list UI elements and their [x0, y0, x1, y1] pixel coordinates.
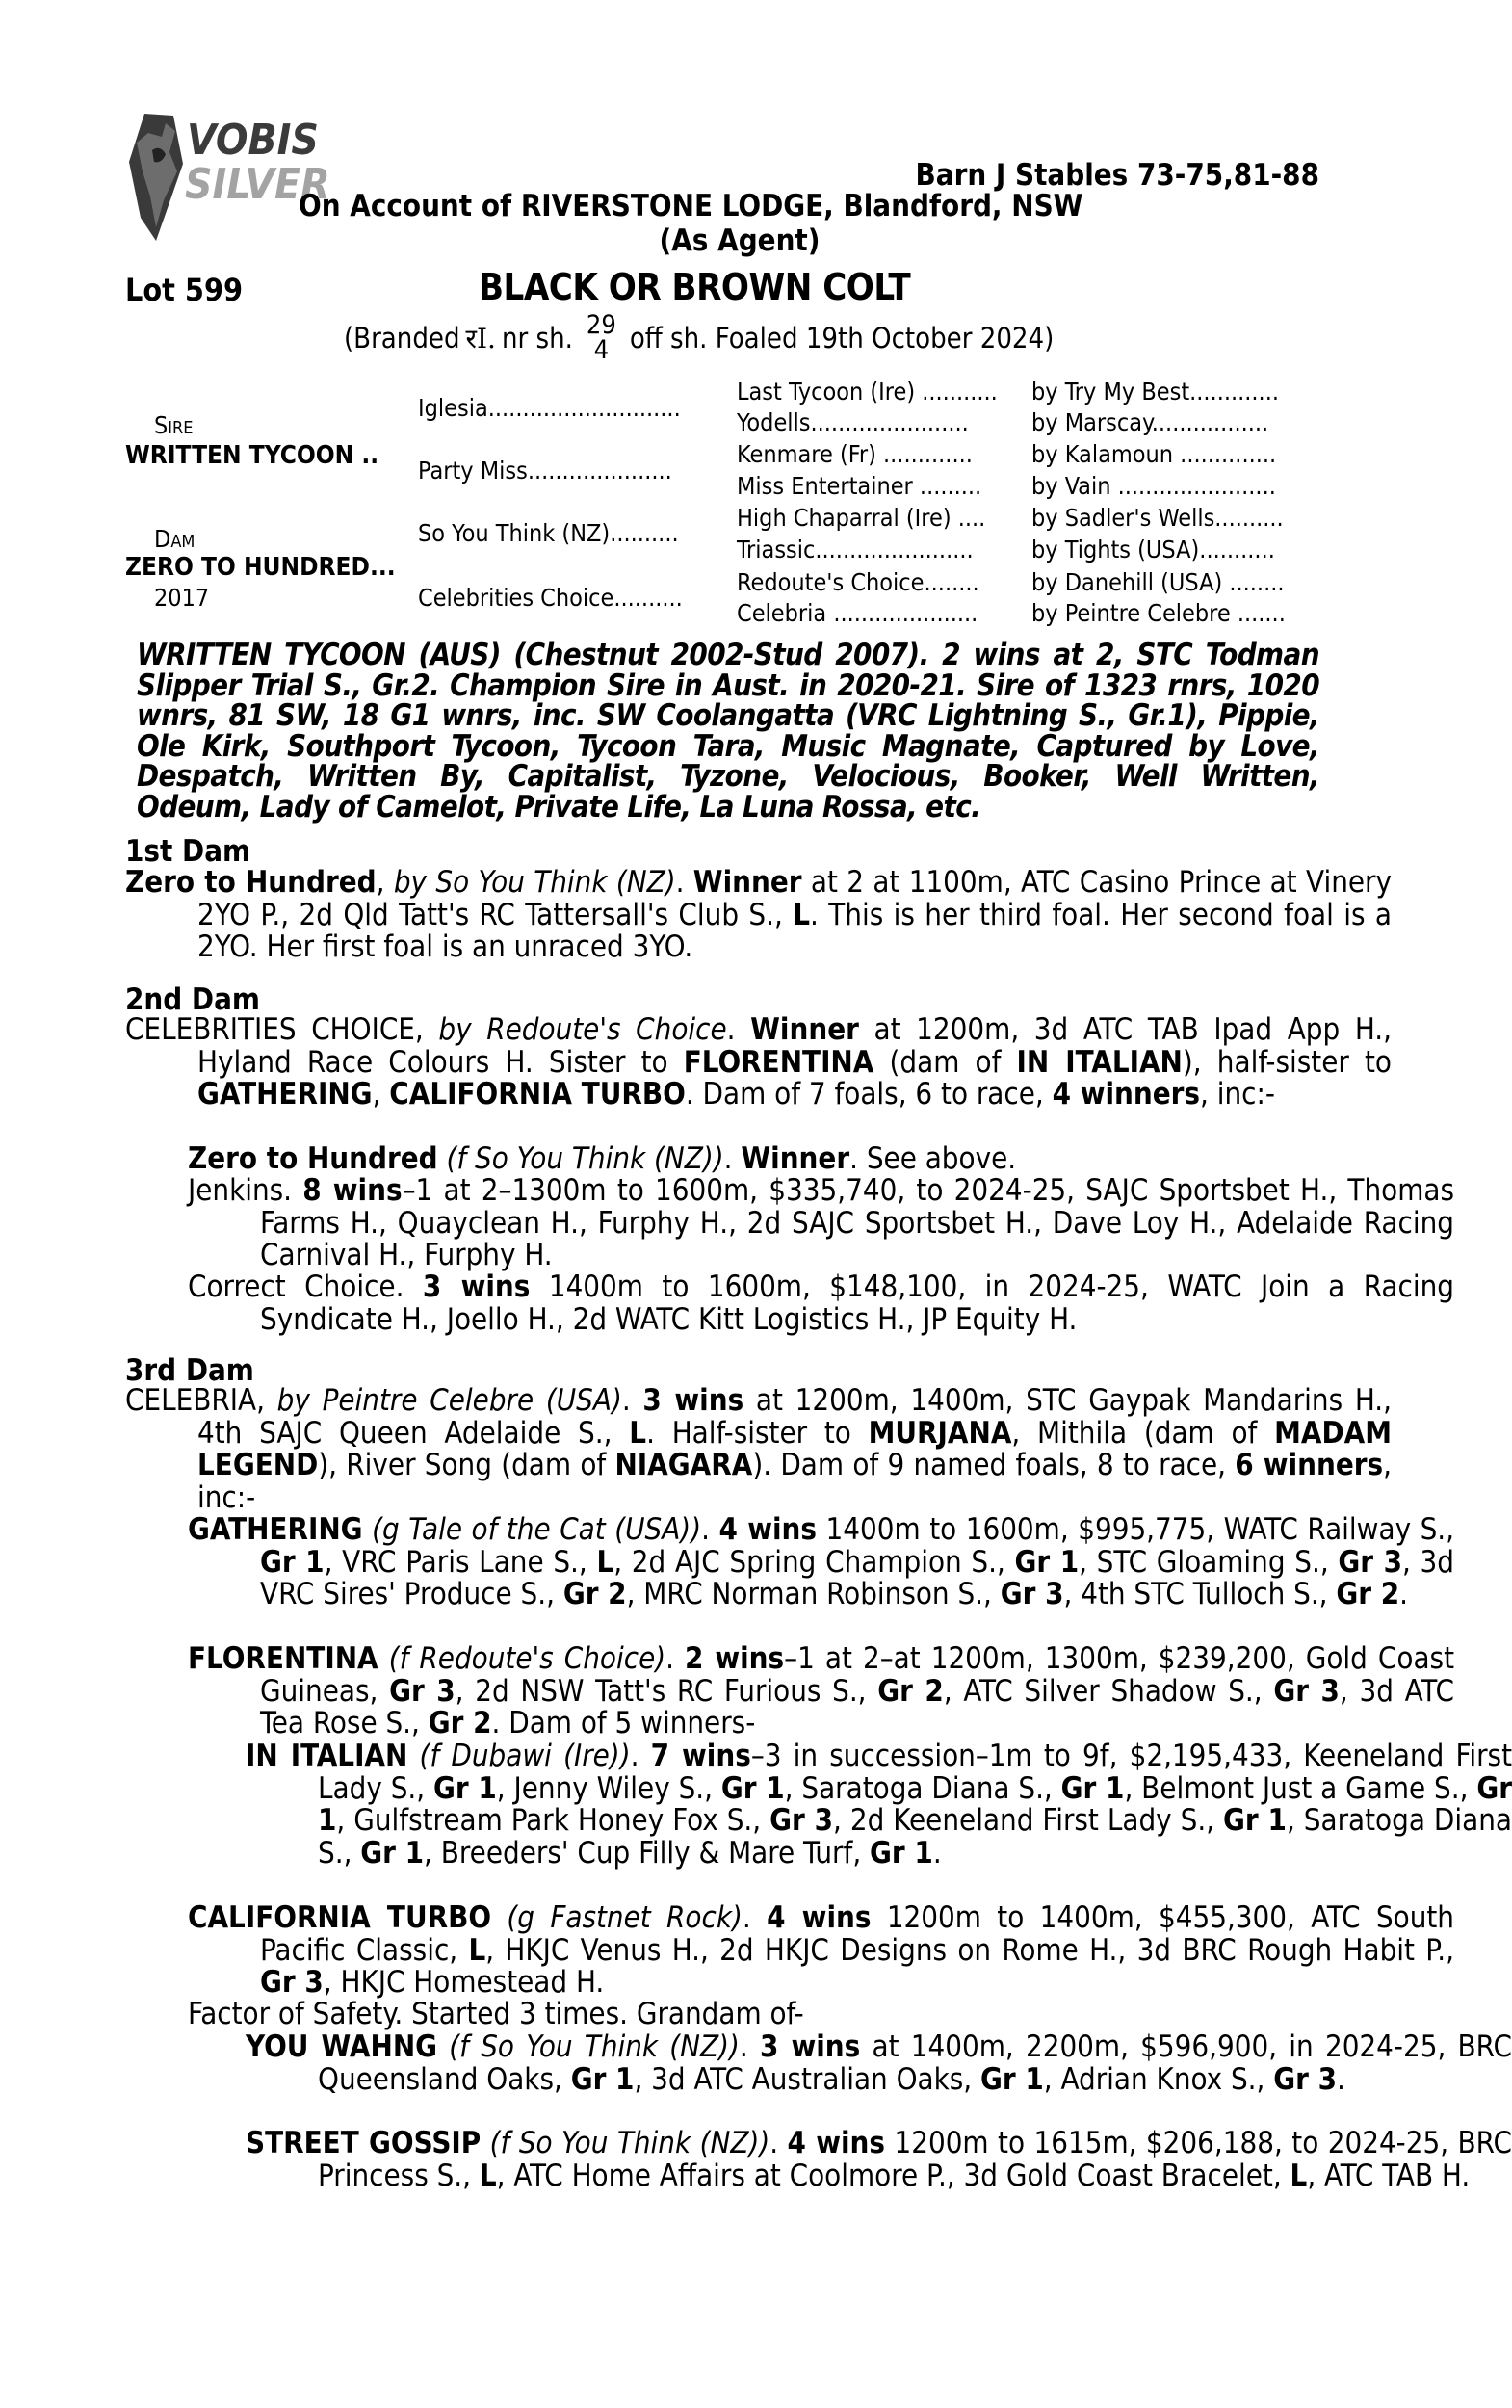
progeny-name: YOU WAHNG	[246, 2029, 438, 2064]
progeny-result: 3 wins	[422, 1269, 531, 1304]
pedigree-gen4-item: by Sadler's Wells..........	[1031, 504, 1284, 532]
pedigree-gen3-item: Miss Entertainer .........	[737, 472, 982, 500]
brand-fraction	[586, 310, 616, 365]
pedigree-gen4-item: by Marscay.................	[1031, 408, 1269, 436]
first-dam-heading: 1st Dam	[125, 834, 251, 869]
pedigree-gen4-item: by Try My Best.............	[1031, 378, 1279, 406]
third-dam-text: ), River Song (dam of	[318, 1448, 615, 1482]
progeny-wins: 7 wins	[650, 1739, 751, 1773]
progeny-text: , ATC Home Affairs at Coolmore P., 3d Gold Coast Bracelet,	[496, 2158, 1290, 2193]
progeny-text: –1 at 2–1300m to 1600m, $335,740, to 2024-25, SAJC Sportsbet H., Thomas Farms H., Quayclean H., Furphy H., 2d SAJC Sportsbet H., Dave Loy H., Adelaide Racing Carnival H., Furphy H.	[260, 1173, 1454, 1272]
brand-near-shoulder: nr sh.	[501, 322, 573, 354]
race-grade-badge: Gr 1	[980, 2061, 1044, 2097]
brand-prefix: (Branded	[344, 322, 460, 354]
race-grade-badge: Gr 3	[1338, 1544, 1402, 1580]
progeny-name: FLORENTINA	[188, 1641, 378, 1676]
progeny-text: .	[1337, 2061, 1345, 2097]
third-dam-text: . Half-sister to	[646, 1415, 869, 1451]
progeny-text: , HKJC Venus H., 2d HKJC Designs on Rome H., 3d BRC Rough Habit P.,	[485, 1932, 1454, 1968]
race-grade-badge: L	[596, 1544, 614, 1580]
progeny-text: , Gulfstream Park Honey Fox S.,	[336, 1803, 770, 1838]
sire-label: Sire	[154, 411, 194, 439]
second-dam-paragraph: CELEBRITIES CHOICE, by Redoute's Choice. Winner at 1200m, 3d ATC TAB Ipad App H., Hyland Race Colours H. Sister to FLORENTINA (dam of IN ITALIAN), half-sister to GATHERING, CALIFORNIA TURBO. Dam of 7 foals, 6 to race, 4 winners, inc:-	[125, 1012, 1392, 1112]
progeny-text: at 1400m, 2200m, $596,900, in 2024-25, BRC Queensland Oaks,	[318, 2029, 1512, 2097]
dam-name: ZERO TO HUNDRED...	[125, 553, 396, 582]
race-grade-badge: Gr 3	[1273, 1673, 1340, 1709]
race-grade-badge: L	[468, 1932, 486, 1968]
first-dam-name: Zero to Hundred	[125, 865, 377, 900]
pedigree-gen2-item: Iglesia............................	[418, 394, 681, 422]
pedigree-gen2-item: Celebrities Choice..........	[418, 584, 683, 612]
relative-murjana: MURJANA	[868, 1415, 1012, 1451]
second-dam-winners-count: 4 winners	[1052, 1077, 1201, 1112]
race-grade-badge: Gr 1	[720, 1770, 785, 1806]
race-grade-badge: L	[479, 2158, 497, 2193]
relative-gathering: GATHERING	[197, 1077, 373, 1112]
pedigree-gen4-item: by Kalamoun ..............	[1031, 440, 1277, 468]
third-dam-text: , Mithila (dam of	[1011, 1415, 1275, 1451]
race-grade-badge: Gr 1	[433, 1770, 497, 1806]
brand-mark: रI.	[465, 323, 496, 354]
progeny-text: , 3d VRC Sires' Produce S.,	[260, 1544, 1454, 1611]
pedigree-gen3-item: Celebria .....................	[737, 599, 978, 627]
third-dam-name: CELEBRIA	[125, 1383, 257, 1418]
first-dam-paragraph: Zero to Hundred, by So You Think (NZ). Winner at 2 at 1100m, ATC Casino Prince at Vinery 2YO P., 2d Qld Tatt's RC Tattersall's Club S., L. This is her third foal. Her second foal is a 2YO. Her first foal is an unraced 3YO.	[125, 865, 1392, 964]
progeny-text: .	[932, 1835, 942, 1871]
first-dam-winner: Winner	[692, 865, 802, 900]
race-grade-badge: Gr 2	[1336, 1577, 1400, 1611]
third-dam-text: ). Dam of 9 named foals, 8 to race,	[752, 1448, 1236, 1482]
agent-label	[0, 223, 1445, 258]
barn-stables-label: Barn J Stables 73-75,81-88	[915, 158, 1319, 193]
progeny-name: GATHERING	[188, 1512, 363, 1547]
relative-florentina: FLORENTINA	[683, 1044, 874, 1080]
factor-of-safety: Factor of Safety. Started 3 times. Grandam of-	[188, 1997, 804, 2031]
sire-description: WRITTEN TYCOON (AUS) (Chestnut 2002-Stud 2007). 2 wins at 2, STC Todman Slipper Trial S., Gr.2. Champion Sire in Aust. in 2020-21. Sire of 1323 rnrs, 1020 wnrs, 81 SW, 18 G1 wnrs, inc. SW Coolangatta (VRC Lightning S., Gr.1), Pippie, Ole Kirk, Southport Tycoon, Tycoon Tara, Music Magnate, Captured by Love, Despatch, Written By, Capitalist, Tyzone, Velocious, Booker, Well Written, Odeum, Lady of Camelot, Private Life, La Luna Rossa, etc.	[137, 638, 1319, 824]
relative-in-italian: IN ITALIAN	[1016, 1044, 1183, 1080]
pedigree-gen4-item: by Tights (USA)...........	[1031, 536, 1275, 563]
progeny-text: , Saratoga Diana S.,	[784, 1770, 1061, 1806]
second-dam-sire: by Redoute's Choice	[438, 1012, 727, 1047]
progeny-sire: (f So You Think (NZ))	[446, 1141, 724, 1176]
pedigree-gen3-item: Kenmare (Fr) .............	[737, 440, 973, 468]
third-dam-winners-count: 6 winners	[1235, 1448, 1384, 1482]
progeny-name: Correct Choice.	[188, 1269, 404, 1304]
brand-fraction-denominator: 4	[593, 335, 610, 365]
progeny-wins: 4 wins	[787, 2126, 886, 2160]
second-dam-text: at 1200m, 3d ATC TAB Ipad App H., Hyland Race Colours H. Sister to	[197, 1012, 1392, 1080]
brand-fraction-numerator: 29	[586, 310, 616, 340]
progeny-entry-gathering: GATHERING (g Tale of the Cat (USA)). 4 wins 1400m to 1600m, $995,775, WATC Railway S., Gr 1, VRC Paris Lane S., L, 2d AJC Spring Champion S., Gr 1, STC Gloaming S., Gr 3, 3d VRC Sires' Produce S., Gr 2, MRC Norman Robinson S., Gr 3, 4th STC Tulloch S., Gr 2.	[188, 1512, 1455, 1611]
race-grade-badge: Gr 1	[1014, 1544, 1080, 1580]
second-dam-heading: 2nd Dam	[125, 982, 260, 1017]
pedigree-gen4-item: by Peintre Celebre .......	[1031, 599, 1286, 627]
progeny-text: , ATC Silver Shadow S.,	[943, 1673, 1274, 1709]
progeny-name: CALIFORNIA TURBO	[188, 1900, 492, 1935]
third-dam-text: , inc:-	[197, 1448, 1392, 1515]
progeny-sire: (f So You Think (NZ))	[449, 2029, 740, 2064]
progeny-entry	[125, 1175, 1454, 1272]
agent-text: (As Agent)	[659, 223, 821, 258]
progeny-text: , Belmont Just a Game S.,	[1124, 1770, 1477, 1806]
progeny-name: IN ITALIAN	[246, 1739, 408, 1773]
pedigree-gen3-item: High Chaparral (Ire) ....	[737, 504, 986, 532]
progeny-sire: (g Fastnet Rock)	[507, 1900, 743, 1935]
lot-number: Lot 599	[125, 272, 243, 308]
third-dam-paragraph: CELEBRIA, by Peintre Celebre (USA). 3 wins at 1200m, 1400m, STC Gaypak Mandarins H., 4th SAJC Queen Adelaide S., L. Half-sister to MURJANA, Mithila (dam of MADAM LEGEND), River Song (dam of NIAGARA). Dam of 9 named foals, 8 to race, 6 winners, inc:-	[125, 1383, 1393, 1515]
progeny-text: , 3d ATC Australian Oaks,	[634, 2061, 980, 2097]
progeny-entry-in-italian: IN ITALIAN (f Dubawi (Ire)). 7 wins–3 in succession–1m to 9f, $2,195,433, Keeneland First Lady S., Gr 1, Jenny Wiley S., Gr 1, Saratoga Diana S., Gr 1, Belmont Just a Game S., Gr 1, Gulfstream Park Honey Fox S., Gr 3, 2d Keeneland First Lady S., Gr 1, Saratoga Diana S., Gr 1, Breeders' Cup Filly & Mare Turf, Gr 1.	[246, 1739, 1512, 1871]
progeny-text: , VRC Paris Lane S.,	[324, 1544, 597, 1580]
pedigree-gen3-item: Redoute's Choice........	[737, 568, 979, 596]
progeny-text: , 2d Keeneland First Lady S.,	[833, 1803, 1224, 1838]
progeny-text: , 4th STC Tulloch S.,	[1063, 1577, 1337, 1611]
progeny-text: , Saratoga Diana S.,	[318, 1803, 1512, 1871]
second-dam-winner: Winner	[750, 1012, 859, 1047]
progeny-text: , ATC TAB H.	[1307, 2158, 1471, 2193]
second-dam-text: ,	[372, 1077, 390, 1112]
progeny-sire: (f Dubawi (Ire))	[419, 1739, 631, 1773]
progeny-text: . Dam of 5 winners-	[491, 1706, 756, 1741]
pedigree-gen4-item: by Vain .......................	[1031, 472, 1276, 500]
sire-name: WRITTEN TYCOON ..	[125, 441, 379, 470]
progeny-name: STREET GOSSIP	[246, 2126, 482, 2160]
progeny-text: , 2d NSW Tatt's RC Furious S.,	[455, 1673, 878, 1709]
relative-california-turbo: CALIFORNIA TURBO	[389, 1077, 686, 1112]
progeny-text: –1 at 2–at 1200m, 1300m, $239,200, Gold Coast Guineas,	[260, 1641, 1455, 1709]
listed-badge: L	[793, 897, 810, 932]
first-dam-text-2: . This is her third foal. Her second foal is a 2YO. Her first foal is an unraced 3YO.	[197, 897, 1392, 964]
pedigree-gen3-item: Triassic.......................	[737, 536, 974, 563]
race-grade-badge: Gr 1	[570, 2061, 635, 2097]
brand-foaled-line	[344, 310, 1055, 365]
progeny-entry: Zero to Hundred (f So You Think (NZ)). Winner. See above.	[188, 1141, 1017, 1176]
progeny-text: , 3d ATC Tea Rose S.,	[260, 1673, 1454, 1741]
progeny-text: , 2d AJC Spring Champion S.,	[613, 1544, 1015, 1580]
listed-badge: L	[629, 1415, 647, 1451]
progeny-text: –3 in succession–1m to 9f, $2,195,433, Keeneland First Lady S.,	[318, 1739, 1512, 1806]
first-dam-sire: by So You Think (NZ)	[393, 865, 676, 900]
dam-label: Dam	[154, 525, 196, 553]
progeny-text: , HKJC Homestead H.	[323, 1965, 605, 2000]
progeny-text: 1200m to 1400m, $455,300, ATC South Pacific Classic,	[260, 1900, 1454, 1968]
progeny-entry-california-turbo: CALIFORNIA TURBO (g Fastnet Rock). 4 wins 1200m to 1400m, $455,300, ATC South Pacific Classic, L, HKJC Venus H., 2d HKJC Designs on Rome H., 3d BRC Rough Habit P., Gr 3, HKJC Homestead H.	[188, 1900, 1454, 2000]
vendor-account-line: On Account of RIVERSTONE LODGE, Blandford, NSW	[299, 189, 1083, 223]
progeny-wins: 4 wins	[718, 1512, 818, 1547]
progeny-sire: (f Redoute's Choice)	[388, 1641, 666, 1676]
progeny-entry	[125, 1271, 1454, 1336]
progeny-sire: (g Tale of the Cat (USA))	[372, 1512, 702, 1547]
relative-niagara: NIAGARA	[614, 1448, 753, 1482]
relative-madam-legend: MADAM LEGEND	[197, 1415, 1393, 1482]
race-grade-badge: Gr 1	[1223, 1803, 1287, 1838]
race-grade-badge: L	[1290, 2158, 1308, 2193]
progeny-text: , STC Gloaming S.,	[1079, 1544, 1339, 1580]
race-grade-badge: Gr 1	[360, 1835, 425, 1871]
third-dam-text: at 1200m, 1400m, STC Gaypak Mandarins H., 4th SAJC Queen Adelaide S.,	[197, 1383, 1392, 1451]
race-grade-badge: Gr 3	[1000, 1577, 1064, 1611]
race-grade-badge: Gr 1	[260, 1544, 325, 1580]
second-dam-text: (dam of	[873, 1044, 1017, 1080]
pedigree-gen4-item: by Danehill (USA) ........	[1031, 568, 1285, 596]
first-dam-text: at 2 at 1100m, ATC Casino Prince at Vinery 2YO P., 2d Qld Tatt's RC Tattersall's Club S.,	[197, 865, 1392, 932]
progeny-wins: 3 wins	[760, 2029, 861, 2064]
progeny-text: , MRC Norman Robinson S.,	[626, 1577, 1001, 1611]
second-dam-text: . Dam of 7 foals, 6 to race,	[685, 1077, 1053, 1112]
race-grade-badge: Gr 1	[318, 1770, 1512, 1838]
second-dam-name: CELEBRITIES CHOICE	[125, 1012, 415, 1047]
progeny-sire: (f So You Think (NZ))	[489, 2126, 770, 2160]
third-dam-heading: 3rd Dam	[125, 1353, 254, 1388]
race-grade-badge: Gr 2	[877, 1673, 944, 1709]
race-grade-badge: Gr 2	[428, 1706, 492, 1741]
pedigree-gen3-item: Yodells.......................	[737, 408, 969, 436]
progeny-name: Jenkins.	[188, 1173, 293, 1208]
race-grade-badge: Gr 1	[1060, 1770, 1125, 1806]
progeny-text: , Adrian Knox S.,	[1043, 2061, 1274, 2097]
progeny-wins: 4 wins	[767, 1900, 872, 1935]
race-grade-badge: Gr 3	[1273, 2061, 1338, 2097]
pedigree-gen2-item: So You Think (NZ)..........	[418, 519, 679, 547]
progeny-text: , Breeders' Cup Filly & Mare Turf,	[424, 1835, 871, 1871]
pedigree-gen2-item: Party Miss.....................	[418, 457, 672, 484]
race-grade-badge: Gr 3	[389, 1673, 456, 1709]
progeny-wins: 2 wins	[685, 1641, 785, 1676]
progeny-text: , Jenny Wiley S.,	[496, 1770, 721, 1806]
horse-title: BLACK OR BROWN COLT	[479, 266, 911, 308]
brand-suffix-foaled: off sh. Foaled 19th October 2024)	[629, 322, 1055, 354]
progeny-name: Zero to Hundred	[188, 1141, 438, 1176]
progeny-entry-street-gossip: STREET GOSSIP (f So You Think (NZ)). 4 wins 1200m to 1615m, $206,188, to 2024-25, BRC Princess S., L, ATC Home Affairs at Coolmore P., 3d Gold Coast Bracelet, L, ATC TAB H.	[246, 2126, 1512, 2193]
logo-text-silver: SILVER	[185, 160, 330, 209]
race-grade-badge: Gr 2	[562, 1577, 627, 1611]
second-dam-text: , inc:-	[1200, 1077, 1275, 1112]
progeny-entry-florentina: FLORENTINA (f Redoute's Choice). 2 wins–1 at 2–at 1200m, 1300m, $239,200, Gold Coast Guineas, Gr 3, 2d NSW Tatt's RC Furious S., Gr 2, ATC Silver Shadow S., Gr 3, 3d ATC Tea Rose S., Gr 2. Dam of 5 winners-	[188, 1641, 1455, 1741]
logo-text-vobis: VOBIS	[187, 116, 319, 165]
race-grade-badge: Gr 3	[260, 1965, 324, 2000]
progeny-text: . See above.	[849, 1141, 1017, 1176]
second-dam-text: ), half-sister to	[1182, 1044, 1392, 1080]
third-dam-sire: by Peintre Celebre (USA)	[276, 1383, 622, 1418]
progeny-result: Winner	[741, 1141, 850, 1176]
race-grade-badge: Gr 1	[870, 1835, 933, 1871]
progeny-text: 1400m to 1600m, $148,100, in 2024-25, WATC Join a Racing Syndicate H., Joello H., 2d WATC Kitt Logistics H., JP Equity H.	[260, 1269, 1454, 1337]
pedigree-gen3-item: Last Tycoon (Ire) ...........	[737, 378, 998, 406]
progeny-text: 1200m to 1615m, $206,188, to 2024-25, BRC Princess S.,	[318, 2126, 1512, 2193]
progeny-text: 1400m to 1600m, $995,775, WATC Railway S.,	[817, 1512, 1455, 1547]
progeny-result: 8 wins	[302, 1173, 403, 1208]
third-dam-wins: 3 wins	[642, 1383, 744, 1418]
progeny-text: .	[1399, 1577, 1409, 1611]
race-grade-badge: Gr 3	[769, 1803, 834, 1838]
progeny-entry-you-wahng: YOU WAHNG (f So You Think (NZ)). 3 wins at 1400m, 2200m, $596,900, in 2024-25, BRC Queensland Oaks, Gr 1, 3d ATC Australian Oaks, Gr 1, Adrian Knox S., Gr 3.	[246, 2029, 1512, 2097]
dam-foal-year: 2017	[154, 584, 210, 612]
